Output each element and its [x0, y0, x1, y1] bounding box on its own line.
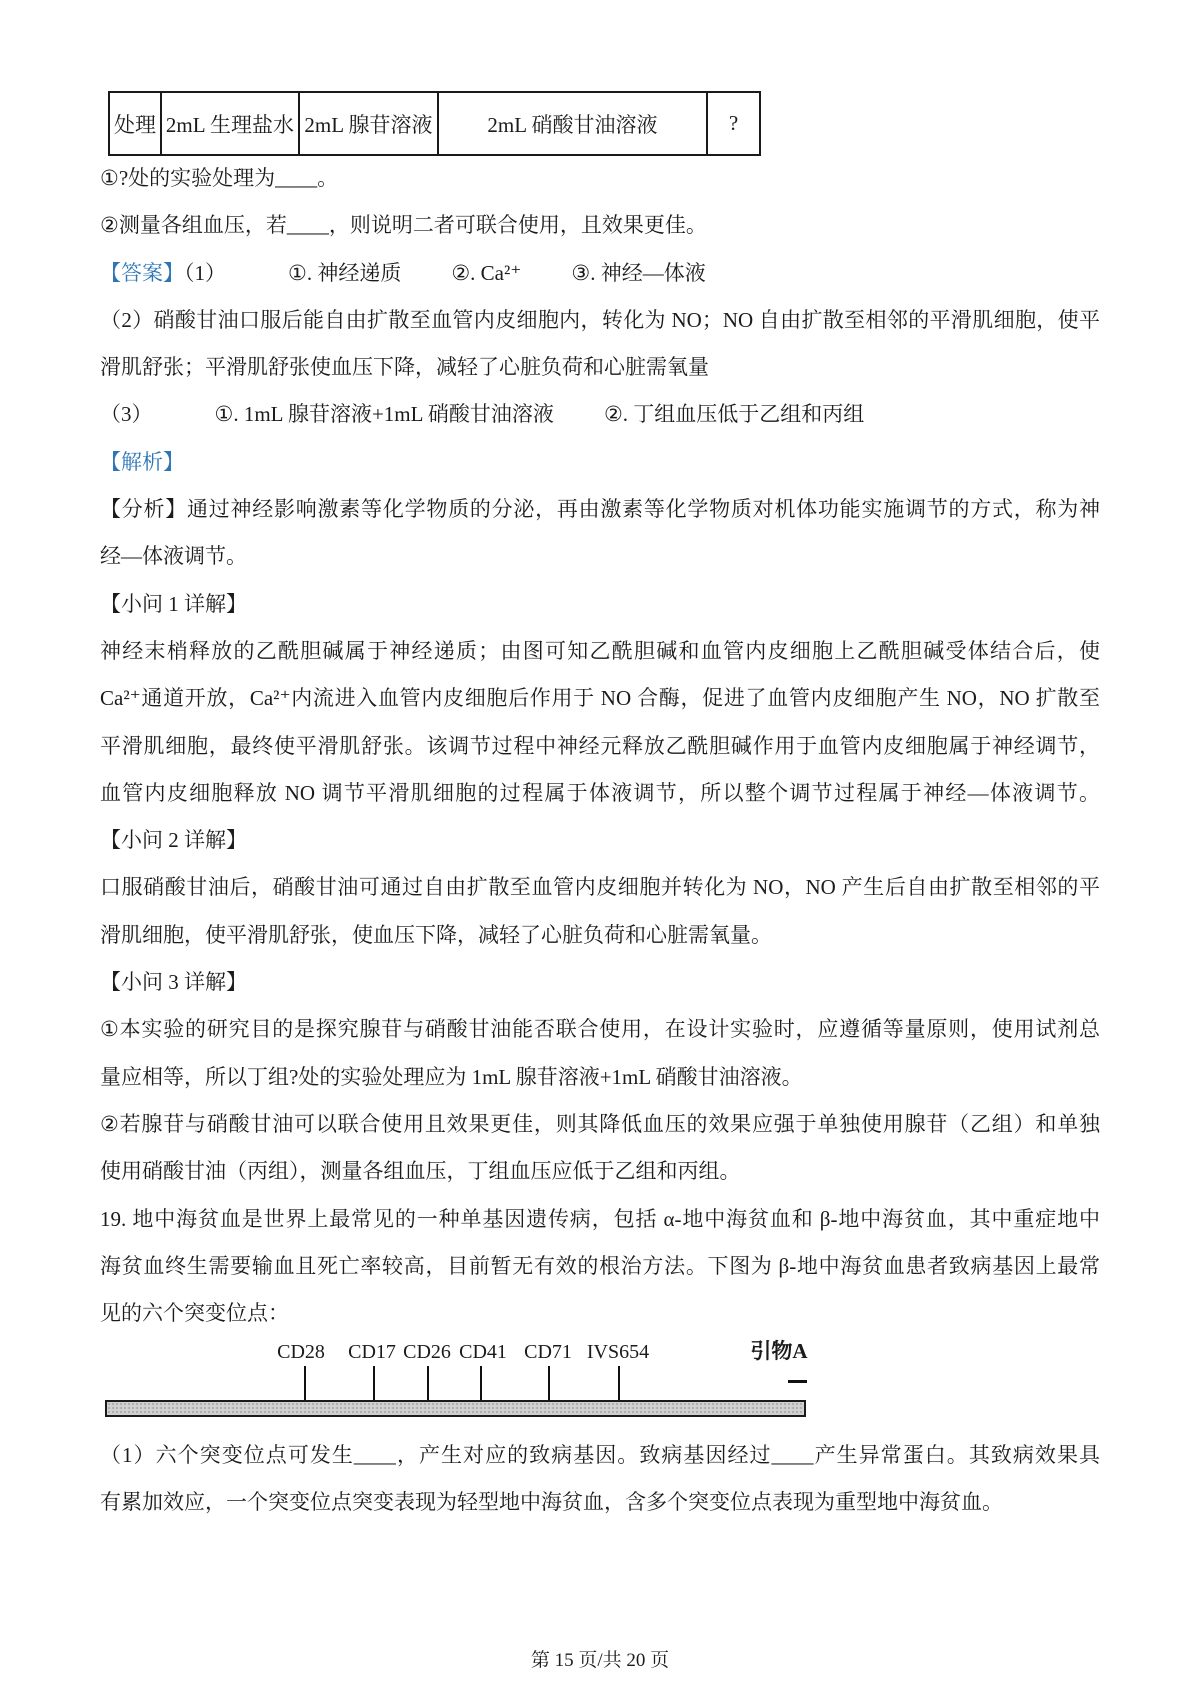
mutation-site-tick — [618, 1366, 620, 1400]
question19-sub1-line2: 有累加效应，一个突变位点突变表现为轻型地中海贫血，含多个突变位点表现为重型地中海贫血。 — [100, 1490, 1003, 1515]
subquestion3-line1: ①本实验的研究目的是探究腺苷与硝酸甘油能否联合使用，在设计实验时，应遵循等量原则，使用试剂总 — [100, 1017, 1100, 1042]
table-cell-unknown: ? — [728, 111, 739, 135]
mutation-site-tick — [480, 1366, 482, 1400]
mutation-site-tick — [373, 1366, 375, 1400]
primer-a-segment — [788, 1380, 807, 1383]
analysis-overview-line1: 【分析】通过神经影响激素等化学物质的分泌，再由激素等化学物质对机体功能实施调节的方式，称为神 — [100, 497, 1100, 522]
treatment-table — [108, 91, 761, 156]
subquestion2-line1: 口服硝酸甘油后，硝酸甘油可通过自由扩散至血管内皮细胞并转化为 NO，NO 产生后自由扩散至相邻的平 — [100, 875, 1100, 900]
answer-part1-number: （1） — [184, 260, 226, 285]
analysis-label: 【解析】 — [100, 449, 184, 474]
mutation-site-tick — [427, 1366, 429, 1400]
analysis-overview-line2: 经—体液调节。 — [100, 544, 247, 569]
subquestion3-line2: 量应相等，所以丁组?处的实验处理应为 1mL 腺苷溶液+1mL 硝酸甘油溶液。 — [100, 1064, 803, 1089]
table-cell-saline: 2mL 生理盐水 — [162, 93, 300, 154]
answer-part3-number: （3） — [100, 402, 153, 427]
analysis-header — [100, 439, 1100, 486]
question19-line3: 见的六个突变位点： — [100, 1301, 289, 1326]
mutation-site-tick — [548, 1366, 550, 1400]
primer-a-label: 引物A — [750, 1339, 808, 1363]
subquestion1-line1: 神经末梢释放的乙酰胆碱属于神经递质；由图可知乙酰胆碱和血管内皮细胞上乙酰胆碱受体结合后，使 — [100, 638, 1100, 663]
question19-sub1-flow — [100, 1432, 1100, 1527]
mutation-site-label-ivs654: IVS654 — [586, 1341, 650, 1363]
mutation-site-label-cd26: CD26 — [403, 1341, 451, 1363]
table-cell-adenosine: 2mL 腺苷溶液 — [300, 93, 439, 154]
answer-part1-item2: ②. Ca²⁺ — [451, 260, 522, 285]
answer-part3-item1: ①. 1mL 腺苷溶液+1mL 硝酸甘油溶液 — [214, 402, 554, 427]
mutation-site-label-cd41: CD41 — [459, 1341, 507, 1363]
subquestion1-header: 【小问 1 详解】 — [100, 591, 247, 616]
subquestion2-header: 【小问 2 详解】 — [100, 828, 247, 853]
answer-part2-line2: 滑肌舒张；平滑肌舒张使血压下降，减轻了心脏负荷和心脏需氧量 — [100, 355, 709, 380]
mutation-site-label-cd71: CD71 — [524, 1341, 572, 1363]
answer-part2-line1: （2）硝酸甘油口服后能自由扩散至血管内皮细胞内，转化为 NO；NO 自由扩散至相邻的平滑肌细胞，使平 — [100, 307, 1100, 332]
gene-bar — [105, 1400, 806, 1417]
subquestion3-line4: 使用硝酸甘油（丙组），测量各组血压，丁组血压应低于乙组和丙组。 — [100, 1159, 741, 1184]
mutation-site-label-cd17: CD17 — [348, 1341, 396, 1363]
mutation-site-tick — [304, 1366, 306, 1400]
answer-part1-item1: ①. 神经递质 — [288, 260, 402, 285]
table-cell-nitroglycerin: 2mL 硝酸甘油溶液 — [439, 93, 708, 154]
table-cell-header: 处理 — [110, 93, 162, 154]
answer-part3-item2: ②. 丁组血压低于乙组和丙组 — [603, 402, 865, 427]
answer-line-part3 — [100, 391, 1100, 438]
subquestion1-line3: 平滑肌细胞，最终使平滑肌舒张。该调节过程中神经元释放乙酰胆碱作用于血管内皮细胞属于神经调节， — [100, 733, 1100, 758]
main-text-flow — [100, 155, 1100, 1337]
question19-sub1-line1: （1）六个突变位点可发生____，产生对应的致病基因。致病基因经过____产生异常蛋白。其致病效果具 — [100, 1443, 1100, 1467]
subquestion3-header: 【小问 3 详解】 — [100, 970, 247, 995]
question-blank-1: ①?处的实验处理为____。 — [100, 166, 339, 190]
answer-part1-item3: ③. 神经—体液 — [571, 260, 706, 285]
subquestion2-line2: 滑肌细胞，使平滑肌舒张，使血压下降，减轻了心脏负荷和心脏需氧量。 — [100, 922, 772, 947]
subquestion1-line4: 血管内皮细胞释放 NO 调节平滑肌细胞的过程属于体液调节，所以整个调节过程属于神经—体液调节。 — [100, 780, 1100, 805]
answer-line-part1 — [100, 250, 1100, 297]
question-blank-2: ②测量各组血压，若____，则说明二者可联合使用，且效果更佳。 — [100, 213, 707, 238]
question19-line1: 19. 地中海贫血是世界上最常见的一种单基因遗传病，包括 α-地中海贫血和 β-地中海贫血，其中重症地中 — [100, 1206, 1100, 1231]
page-footer: 第 15 页/共 20 页 — [530, 1650, 670, 1671]
subquestion1-line2: Ca²⁺通道开放，Ca²⁺内流进入血管内皮细胞后作用于 NO 合酶，促进了血管内皮细胞产生 NO，NO 扩散至 — [100, 686, 1100, 711]
subquestion3-line3: ②若腺苷与硝酸甘油可以联合使用且效果更佳，则其降低血压的效果应强于单独使用腺苷（乙组）和单独 — [100, 1111, 1100, 1136]
answer-label: 【答案】 — [100, 260, 184, 285]
question19-line2: 海贫血终生需要输血且死亡率较高，目前暂无有效的根治方法。下图为 β-地中海贫血患者致病基因上最常 — [100, 1253, 1100, 1278]
mutation-site-label-cd28: CD28 — [277, 1341, 325, 1363]
